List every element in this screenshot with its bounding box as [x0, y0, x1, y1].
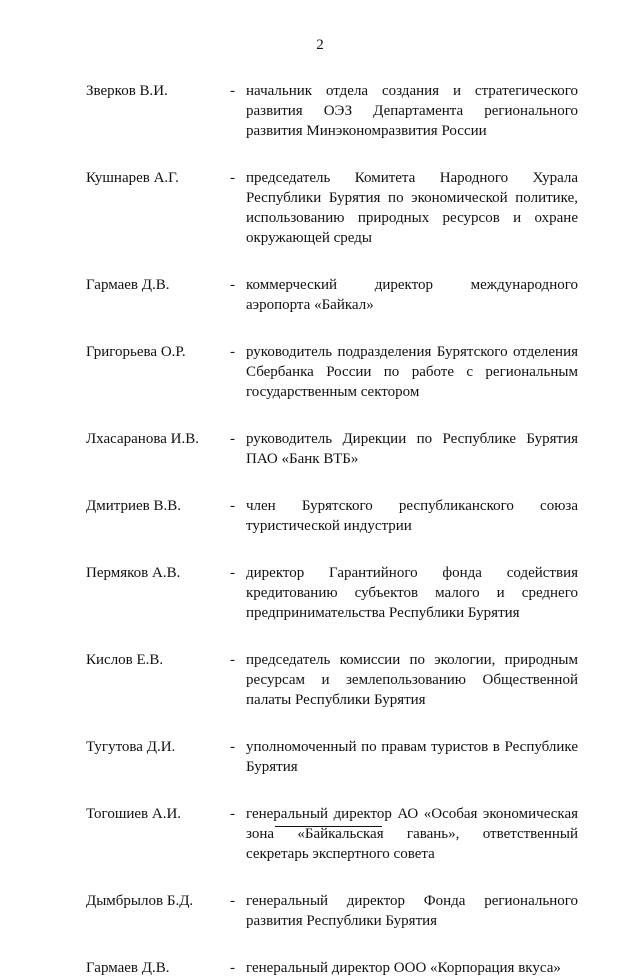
- member-position: генеральный директор АО «Особая экономическая зона «Байкальская гавань», ответственный секретарь экспертного совета: [246, 806, 578, 862]
- member-name: Гармаев Д.В.: [86, 277, 170, 293]
- dash-separator: -: [230, 344, 235, 360]
- member-position: начальник отдела создания и стратегического развития ОЭЗ Департамента регионального развития Минэкономразвития России: [246, 83, 578, 139]
- dash-separator: -: [230, 431, 235, 447]
- list-item: [86, 275, 578, 315]
- member-position: член Бурятского республиканского союза туристической индустрии: [246, 498, 578, 534]
- dash-separator: -: [230, 498, 235, 514]
- list-item: [86, 342, 578, 402]
- member-position: генеральный директор Фонда регионального развития Республики Бурятия: [246, 893, 578, 929]
- dash-separator: -: [230, 806, 235, 822]
- member-name: Пермяков А.В.: [86, 565, 181, 581]
- list-item: [86, 496, 578, 536]
- dash-separator: -: [230, 893, 235, 909]
- closing-rule: [275, 826, 382, 827]
- dash-separator: -: [230, 652, 235, 668]
- member-name: Гармаев Д.В.: [86, 960, 170, 976]
- dash-separator: -: [230, 170, 235, 186]
- member-name: Дмитриев В.В.: [86, 498, 182, 514]
- member-name: Дымбрылов Б.Д.: [86, 893, 194, 909]
- member-name: Кушнарев А.Г.: [86, 170, 179, 186]
- member-position: коммерческий директор международного аэропорта «Байкал»: [246, 277, 578, 313]
- list-item: [86, 168, 578, 248]
- member-position: генеральный директор ООО «Корпорация вкуса»: [246, 960, 561, 976]
- list-item: [86, 563, 578, 623]
- member-position: председатель Комитета Народного Хурала Республики Бурятия по экономической политике, использованию природных ресурсов и охране окружающей среды: [246, 170, 578, 246]
- member-name: Тугутова Д.И.: [86, 739, 176, 755]
- member-position: руководитель Дирекции по Республике Бурятия ПАО «Банк ВТБ»: [246, 431, 578, 467]
- member-position: директор Гарантийного фонда содействия кредитованию субъектов малого и среднего предпринимательства Республики Бурятия: [246, 565, 578, 621]
- list-item: [86, 804, 578, 864]
- member-position: руководитель подразделения Бурятского отделения Сбербанка России по работе с региональным государственным сектором: [246, 344, 578, 400]
- dash-separator: -: [230, 83, 235, 99]
- list-item: [86, 81, 578, 141]
- list-item: [86, 429, 578, 469]
- members-list: [86, 81, 578, 978]
- list-item: [86, 958, 578, 978]
- member-position: председатель комиссии по экологии, природным ресурсам и землепользованию Общественной палаты Республики Бурятия: [246, 652, 578, 708]
- member-name: Лхасаранова И.В.: [86, 431, 199, 447]
- member-name: Тогошиев А.И.: [86, 806, 182, 822]
- dash-separator: -: [230, 739, 235, 755]
- dash-separator: -: [230, 960, 235, 976]
- page-number: 2: [316, 37, 324, 53]
- list-item: [86, 737, 578, 777]
- list-item: [86, 891, 578, 931]
- dash-separator: -: [230, 565, 235, 581]
- member-position: уполномоченный по правам туристов в Республике Бурятия: [246, 739, 578, 775]
- member-name: Кислов Е.В.: [86, 652, 164, 668]
- member-name: Григорьева О.Р.: [86, 344, 186, 360]
- member-name: Зверков В.И.: [86, 83, 168, 99]
- list-item: [86, 650, 578, 710]
- dash-separator: -: [230, 277, 235, 293]
